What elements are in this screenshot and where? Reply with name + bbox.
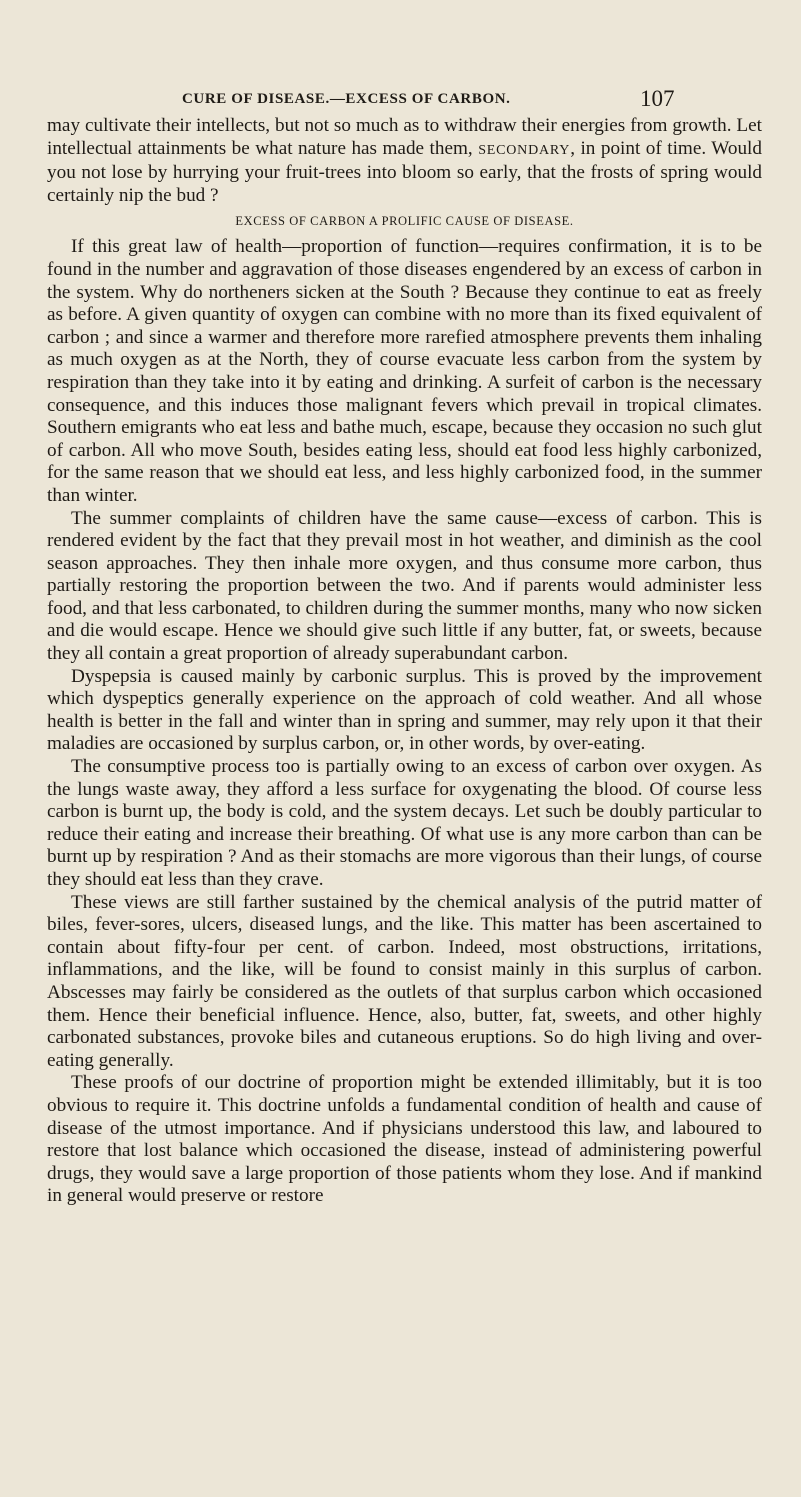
paragraph: Dyspepsia is caused mainly by carbonic surplus. This is proved by the improvement which dyspeptics generally experience on the approach of cold weather. And all whose health is better in the fall and winter than in spring and summer, may rely upon it that their maladies are occasioned by surplus carbon, or, in other words, by over-eating.: [47, 665, 762, 755]
paragraph-text: may cultivate their intellects, but not so much as to withdraw their energies from growth. Let intellectual attainments be what nature has made them,: [47, 115, 762, 159]
running-title: CURE OF DISEASE.—EXCESS OF CARBON.: [182, 91, 511, 107]
paragraph: These views are still farther sustained by the chemical analysis of the putrid matter of biles, fever-sores, ulcers, diseased lungs, and the like. This matter has been ascertained to contain about fifty-four per cent. of carbon. Indeed, most obstructions, irritations, inflammations, and the like, will be found to consist mainly in this surplus of carbon. Abscesses may fairly be considered as the outlets of that surplus carbon which occasioned them. Hence their beneficial influence. Hence, also, butter, fat, sweets, and other highly carbonated substances, provoke biles and cutaneous eruptions. So do high living and over-eating generally.: [47, 891, 762, 1071]
page-number: 107: [640, 86, 675, 111]
paragraph: These proofs of our doctrine of proportion might be extended illimitably, but it is too obvious to require it. This doctrine unfolds a fundamental condition of health and cause of disease of the utmost importance. And if physicians understood this law, and laboured to restore that lost balance which occasioned the disease, instead of administering powerful drugs, they would save a large proportion of those patients whom they lose. And if mankind in general would preserve or restore: [47, 1072, 762, 1207]
paragraph-continued: [47, 115, 762, 207]
body-text: [47, 115, 762, 1208]
running-head: [0, 88, 801, 114]
paragraph: The consumptive process too is partially owing to an excess of carbon over oxygen. As the lungs waste away, they afford a less surface for oxygenating the blood. Of course less carbon is burnt up, the body is cold, and the system decays. Let such be doubly particular to reduce their eating and increase their breathing. Of what use is any more carbon than can be burnt up by respiration ? And as their stomachs are more vigorous than their lungs, of course they should eat less than they crave.: [47, 756, 762, 890]
paragraph-text: , in point of time. Would you not lose by hurrying your fruit-trees into bloom so early, that the frosts of spring would certainly nip the bud ?: [47, 137, 762, 206]
paragraph: If this great law of health—proportion of function—requires confirmation, it is to be found in the number and aggravation of those diseases engendered by an excess of carbon in the system. Why do northeners sicken at the South ? Because they continue to eat as freely as before. A given quantity of oxygen can combine with no more than its fixed equivalent of carbon ; and since a warmer and therefore more rarefied atmosphere prevents them inhaling as much oxygen as at the North, they of course evacuate less carbon from the system by respiration than they take into it by eating and drinking. A surfeit of carbon is the necessary consequence, and this induces those malignant fevers which prevail in tropical climates. Southern emigrants who eat less and bathe much, escape, because they occasion no such glut of carbon. All who move South, besides eating less, should eat food less highly carbonized, for the same reason that we should eat less, and less highly carbonized food, in the summer than winter.: [47, 236, 762, 506]
emphasis-text: SECONDARY: [478, 142, 571, 158]
paragraph: The summer complaints of children have the same cause—excess of carbon. This is rendered evident by the fact that they prevail most in hot weather, and diminish as the cool season approaches. They then inhale more oxygen, and thus consume more carbon, thus partially restoring the proportion between the two. And if parents would administer less food, and that less carbonated, to children during the summer months, many who now sicken and die would escape. Hence we should give such little if any butter, fat, or sweets, because they all contain a great proportion of already superabundant carbon.: [47, 507, 762, 665]
section-heading: EXCESS OF CARBON A PROLIFIC CAUSE OF DISEASE.: [235, 214, 574, 229]
